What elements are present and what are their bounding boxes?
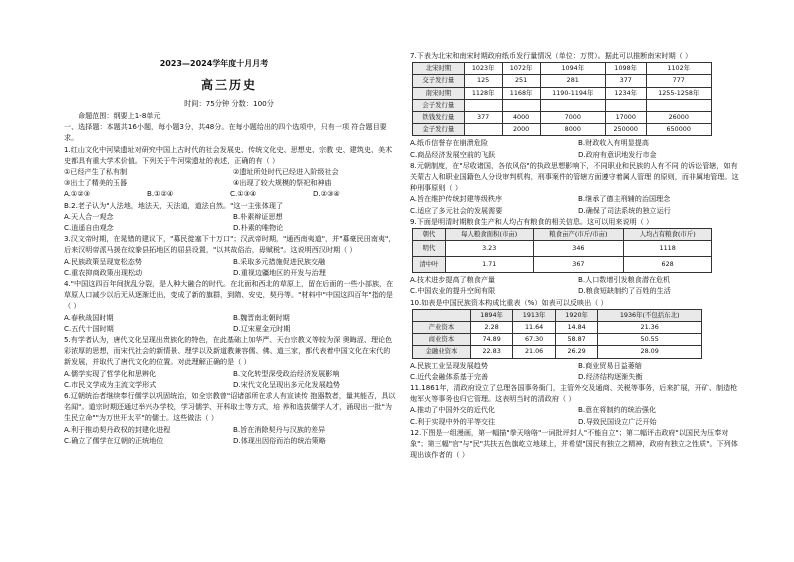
table-row <box>413 322 702 334</box>
table-cell: 26000 <box>646 112 711 124</box>
q7-option-c[interactable]: C.商品经济发展空前的飞跃 <box>410 149 496 159</box>
column-header: 1894年 <box>470 309 512 321</box>
table-cell: 明代 <box>413 241 446 257</box>
q10-stem: 10.如表是中国民族资本构成比重表（%）如表可以反映出（ ） <box>410 297 608 307</box>
q5-option-b[interactable]: B.文化转型深受政治经济发展影响 <box>233 368 340 378</box>
q11-option-c[interactable]: C.利于实现中外的平等交往 <box>410 416 496 426</box>
q9-option-c[interactable]: C.中国农业的提升空间有限 <box>410 286 496 296</box>
q5-option-d[interactable]: D.宋代文化呈现出多元化发展趋势 <box>233 379 341 389</box>
table-row <box>413 334 702 346</box>
q1-option-d[interactable]: D.②③④ <box>313 189 340 199</box>
table-cell: 2000 <box>502 124 540 136</box>
table-cell: 1234年 <box>605 87 646 99</box>
q10-option-b[interactable]: B.商业贸易日益萎缩 <box>578 360 642 370</box>
table-row <box>413 75 712 87</box>
subject-title: 高三历史 <box>200 78 257 92</box>
q1-item: ③出土了精美的玉器 <box>64 178 128 188</box>
q10-option-c[interactable]: C.近代金融体系基于完善 <box>410 371 489 381</box>
column-header: 1920年 <box>555 309 597 321</box>
q3-option-b[interactable]: B.采取多元措施促进民族交融 <box>233 256 326 266</box>
q8-option-b[interactable]: B.继承了德主刑辅的治国理念 <box>578 194 671 204</box>
table-row <box>413 124 712 136</box>
q3-option-a[interactable]: A.民族政策呈现宽松态势 <box>64 256 142 266</box>
q5-option-c[interactable]: C.市民文学成为主流文学形式 <box>64 379 157 389</box>
q9-option-b[interactable]: B.人口数增引发粮食潜在危机 <box>578 275 671 285</box>
q7-table <box>412 62 712 136</box>
column-header: 每人粮食面积(市亩) <box>445 229 533 241</box>
table-cell: 8000 <box>540 124 605 136</box>
table-cell <box>646 99 711 111</box>
q9-stem: 9.下面是明清时期粮食生产和人均占有粮食的相关信息。这可以用来说明（ ） <box>410 216 654 226</box>
q8-option-d[interactable]: D.确保了司法系统的独立运行 <box>578 205 671 215</box>
table-cell <box>540 99 605 111</box>
table-cell: 1072年 <box>502 63 540 75</box>
q5-options <box>64 368 396 390</box>
column-header: 人均占有粮食(市斤) <box>624 229 712 241</box>
q11-option-d[interactable]: D.导致民国设立广泛开始 <box>578 416 657 426</box>
table-cell: 26.29 <box>555 346 597 358</box>
q9-option-a[interactable]: A.技术进步提高了粮食产量 <box>410 275 496 285</box>
table-cell: 650000 <box>646 124 711 136</box>
column-header: 1913年 <box>513 309 555 321</box>
table-row <box>413 99 712 111</box>
q7-option-b[interactable]: B.财政收入有明显提高 <box>578 138 649 148</box>
table-cell: 67.30 <box>513 334 555 346</box>
column-header: 1936年(不包括东北) <box>598 309 702 321</box>
q6-stem: 6.辽朝统治者继续奉行儒学以巩固统治，如全宗教曾"诏诸部所在求人有宣读传 抱器数者，量其能否，具以名闻"。道宗时期还通过举兴办学校，学习儒学、开科取士等方式，培 养和选拔儒学人才，涌现出一批"为生民立命""为万世开太平"的儒士。这些做法（ ） <box>64 391 396 423</box>
q1-stem: 1.红山文化中河梁遗址对研究中国上古时代的社会发展史、传统文化史、思想史、宗教 史、建筑史、美术史都具有重大学术价值。下列关于牛河梁遗址的表述，正确的有（ ） <box>64 144 393 165</box>
q10-table <box>412 309 702 359</box>
q4-option-b[interactable]: B.魏晋南北朝时期 <box>233 312 290 322</box>
table-cell: 1102年 <box>646 63 711 75</box>
q4-option-c[interactable]: C.五代十国时期 <box>64 323 114 333</box>
table-cell: 2.28 <box>470 322 512 334</box>
q8-stem: 8.元朝制度，在"尽收诸国，各依风俗"的执政思想影响下，不同职业和民族的人有不同 的诉讼管辖，如有关蒙古人和职业国籍色人分设审判机构，刑事案件的管辖方面遵守着属人管理 的原则，而非属地管理。这种刑事原则（ ） <box>410 160 739 193</box>
q2-option-c[interactable]: C.逍遥自由观念 <box>64 223 114 233</box>
q3-option-d[interactable]: D.重视边疆地区的开发与治理 <box>233 267 326 277</box>
table-cell: 251 <box>502 75 540 87</box>
q6-option-c[interactable]: C.确立了儒学在辽朝的正统地位 <box>64 435 164 445</box>
q1-option-b[interactable]: B.①②④ <box>147 189 174 199</box>
table-cell: 4000 <box>502 112 540 124</box>
table-cell: 会子发行量 <box>413 99 465 111</box>
q6-option-d[interactable]: D.体现出因俗而治的统治策略 <box>233 435 326 445</box>
q1-options <box>64 188 396 199</box>
table-cell: 1190-1194年 <box>540 87 605 99</box>
table-cell: 1168年 <box>502 87 540 99</box>
q11-stem: 11.1861年，清政府设立了总理各国事务衙门，主管外交及通商、关税等事务，后来扩展，开矿、制造枪炮军火等事务也归它管理。这表明当时的清政府（ ） <box>410 383 738 404</box>
table-cell: 14.84 <box>555 322 597 334</box>
q11-options <box>410 404 740 426</box>
table-cell: 1255-1258年 <box>646 87 711 99</box>
q7-option-a[interactable]: A.纸币信誉存在崩溃危险 <box>410 138 488 148</box>
table-cell: 281 <box>540 75 605 87</box>
table-cell: 17000 <box>605 112 646 124</box>
table-cell: 777 <box>646 75 711 87</box>
table-cell: 21.06 <box>513 346 555 358</box>
table-cell: 1094年 <box>540 63 605 75</box>
table-cell: 南宋时期 <box>413 87 465 99</box>
table-cell: 346 <box>533 241 624 257</box>
q4-option-d[interactable]: D.辽宋夏金元时期 <box>233 323 291 333</box>
q1-item: ②遗址所处时代已经进入阶级社会 <box>233 167 339 177</box>
q2-option-d[interactable]: D.朴素的唯物论 <box>233 223 284 233</box>
table-cell <box>605 99 646 111</box>
q8-options <box>410 193 740 215</box>
q1-item: ④出现了较大规模的祭祀和神庙 <box>233 178 332 188</box>
q1-option-c[interactable]: C.①③④ <box>230 189 257 199</box>
q5-option-a[interactable]: A.儒学实现了哲学化和思辨化 <box>64 368 157 378</box>
q1-option-a[interactable]: A.①②③ <box>64 189 91 199</box>
q8-option-c[interactable]: C.适应了多元社会的发展需要 <box>410 205 503 215</box>
q6-options <box>64 424 396 446</box>
q7-stem: 7.下表为北宋和南宋时期政府纸币发行量情况（单位：万贯）。据此可以推断南宋时期（ ） <box>410 51 693 60</box>
q9-table <box>412 228 712 273</box>
q4-stem: 4."中国这四百年间扰乱分裂，是人种大融合的时代。在北面和西北的草原上，留在后面的一些小部族，在草原人口减少以后无从逐渐迁出，变成了新的旗群，到隋、安史，契丹等。"材料中"中国这四百年"指的是（ ） <box>64 279 394 311</box>
q6-option-a[interactable]: A.利于推动契丹政权的封建化进程 <box>64 424 171 434</box>
table-cell: 1118 <box>624 241 712 257</box>
scope-line: 命题范围：纲要上1-8单元 <box>78 111 161 120</box>
q3-stem: 3.汉文帝时期，在晁错的建议下，"募民徙塞下十万口"；汉武帝时期，"通西南夷道"，并"募豪民田南夷"，后来汉明帝派马援在纹豢县拓地区的屈县设置，"以其故俗治，毋赋税"。这说明西汉时期（ ） <box>64 234 396 255</box>
table-cell: 商业资本 <box>413 334 471 346</box>
table-cell: 北宋时期 <box>413 63 465 75</box>
column-header: 朝代 <box>413 229 446 241</box>
q11-option-b[interactable]: B.意在将制约的统治强化 <box>578 405 657 415</box>
q3-option-c[interactable]: C.重农抑商政策出现松动 <box>64 267 143 277</box>
table-cell: 1023年 <box>464 63 502 75</box>
table-cell: 铁钱发行量 <box>413 112 465 124</box>
section-instructions: 一、选择题：本题共16小题，每小题3分，共48分。在每小题给出的四个选项中，只有一项 符合题目要求。 <box>64 122 387 143</box>
table-cell: 58.87 <box>555 334 597 346</box>
q4-options <box>64 312 396 334</box>
table-cell: 1128年 <box>464 87 502 99</box>
table-cell: 7000 <box>540 112 605 124</box>
table-row <box>413 257 712 273</box>
table-cell: 金融业资本 <box>413 346 471 358</box>
exam-meta: 时间：75分钟 分数：100分 <box>184 99 274 108</box>
table-cell: 21.36 <box>598 322 702 334</box>
table-cell: 1.71 <box>445 257 533 273</box>
q12-stem: 12.下图是一组漫画，第一幅描"拳天啥咯"一词批评封人"不能自立"；第二幅评击政府"以国民为压奉对象"；第三幅"官"与"民"共扶五色旗屹立地球上，并希望"国民有独立之精神，政府有独立之性质"。下列体现出该作者的（ ） <box>410 427 738 460</box>
table-row <box>413 87 712 99</box>
column-header: 粮食亩产(市斤/市亩) <box>533 229 624 241</box>
q6-option-b[interactable]: B.旨在消除契丹与汉族的差异 <box>233 424 326 434</box>
table-cell <box>464 99 502 111</box>
table-row <box>413 241 712 257</box>
q10-option-a[interactable]: A.民族工业呈现发展趋势 <box>410 360 488 370</box>
table-row <box>413 112 712 124</box>
exam-title: 2023—2024学年度十月月考 <box>159 59 269 68</box>
q2-option-a[interactable]: A.天人合一观念 <box>64 211 114 221</box>
table-cell: 22.83 <box>470 346 512 358</box>
column-header <box>413 309 471 321</box>
q7-options <box>410 137 740 159</box>
table-row <box>413 63 712 75</box>
table-cell: 1098年 <box>605 63 646 75</box>
table-cell: 金子发行量 <box>413 124 465 136</box>
table-cell: 28.09 <box>598 346 702 358</box>
q2-options <box>64 211 396 233</box>
table-cell <box>464 124 502 136</box>
q3-options <box>64 256 396 278</box>
q7-option-d[interactable]: D.政府有意识地发行市金 <box>578 149 657 159</box>
q9-option-d[interactable]: D.粮食短缺制约了百姓的生活 <box>578 286 671 296</box>
table-cell: 377 <box>605 75 646 87</box>
q9-options <box>410 274 740 296</box>
table-row <box>413 346 702 358</box>
q2-stem: B.2.老子认为"人法地，地法天，天法道，道法自然。"这一主张体现了 <box>64 200 284 210</box>
table-cell: 交子发行量 <box>413 75 465 87</box>
q10-options <box>410 360 740 382</box>
q2-option-b[interactable]: B.朴素辩证思想 <box>233 211 283 221</box>
table-cell: 250000 <box>605 124 646 136</box>
table-cell: 367 <box>533 257 624 273</box>
table-cell <box>502 99 540 111</box>
table-cell: 清中叶 <box>413 257 446 273</box>
table-cell: 377 <box>464 112 502 124</box>
table-cell: 3.23 <box>445 241 533 257</box>
table-cell: 产业资本 <box>413 322 471 334</box>
q10-option-d[interactable]: D.经济结构逐渐失衡 <box>578 371 643 381</box>
table-cell: 628 <box>624 257 712 273</box>
q1-items <box>64 166 396 188</box>
q11-option-a[interactable]: A.推动了中国外交的近代化 <box>410 405 496 415</box>
table-cell: 11.64 <box>513 322 555 334</box>
table-cell: 50.55 <box>598 334 702 346</box>
q4-option-a[interactable]: A.春秋战国时期 <box>64 312 114 322</box>
q1-item: ①已经产生了私有制 <box>64 167 128 177</box>
q8-option-a[interactable]: A.旨在维护传统封建等级秩序 <box>410 194 503 204</box>
table-cell: 74.89 <box>470 334 512 346</box>
table-cell: 125 <box>464 75 502 87</box>
q5-stem: 5.有学者认为，唐代文化呈现出贵族化的特色，在此基础上加华严、天台宗教义等较为深 奥晦涩、理论色彩浓厚的思想，而宋代社会的新情景、理学以及新道教兼容儒、佛、道三家，都代表着中国文化在宋代的新发展，并取代了唐代文化的位置。对此理解正确的是（ ） <box>64 335 393 367</box>
